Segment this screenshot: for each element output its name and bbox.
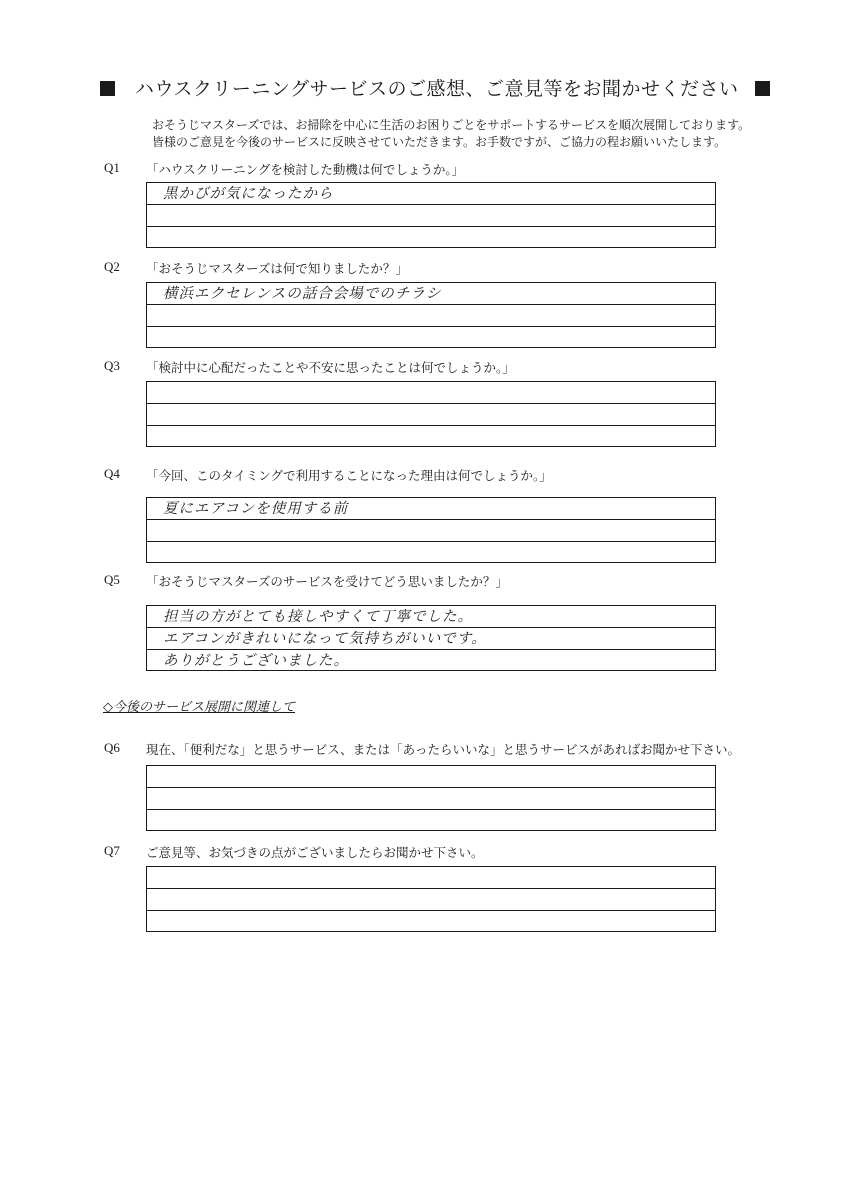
answer-box[interactable] [146,765,716,831]
answer-line [147,810,715,832]
square-bullet-icon [755,81,770,96]
answer-line [147,382,715,404]
question-text: 「おそうじマスターズのサービスを受けてどう思いましたか？」 [146,574,508,589]
question-text: 「今回、このタイミングで利用することになった理由は何でしょうか。」 [146,468,552,483]
answer-box[interactable] [146,182,716,248]
answer-line: 黒かびが気になったから [147,183,715,205]
answer-line [147,911,715,933]
question-text: 「検討中に心配だったことや不安に思ったことは何でしょうか。」 [146,360,515,375]
question-number: Q4 [104,466,120,481]
answer-box[interactable] [146,282,716,348]
answer-line [147,205,715,227]
page-title-text: ハウスクリーニングサービスのご感想、ご意見等をお聞かせください [135,78,739,100]
question-number: Q5 [104,572,120,587]
answer-line [147,327,715,349]
answer-line: 夏にエアコンを使用する前 [147,498,715,520]
answer-line [147,404,715,426]
question-number: Q1 [104,160,120,175]
question-number: Q3 [104,358,120,373]
answer-line: 担当の方がとても接しやすくて丁寧でした。 [147,606,715,628]
answer-box[interactable] [146,605,716,671]
question-number: Q2 [104,259,120,274]
answer-line [147,542,715,564]
intro-line-2: 皆様のご意見を今後のサービスに反映させていただきます。お手数ですが、ご協力の程お願いいたします。 [152,135,727,149]
question-number: Q6 [104,740,120,755]
answer-line: ありがとうございました。 [163,653,349,669]
answer-box[interactable] [146,866,716,932]
answer-line [147,766,715,788]
answer-line [147,520,715,542]
question-number: Q7 [104,843,120,858]
question-text: 現在、「便利だな」と思うサービス、または「あったらいいな」と思うサービスがあればお聞かせ下さい。 [146,742,741,757]
answer-line [147,788,715,810]
answer-box[interactable] [146,497,716,563]
question-text: ご意見等、お気づきの点がございましたらお聞かせ下さい。 [146,845,484,860]
answer-line [147,426,715,448]
question-text: 「おそうじマスターズは何で知りましたか？」 [146,261,408,276]
question-text: 「ハウスクリーニングを検討した動機は何でしょうか。」 [146,162,465,177]
intro-text [152,117,750,151]
page-title [100,74,790,101]
answer-line: エアコンがきれいになって気持ちがいいです。 [147,628,715,650]
square-bullet-icon [100,81,115,96]
answer-line: 横浜エクセレンスの話合会場でのチラシ [147,283,715,305]
answer-line [147,867,715,889]
section-heading: ◇今後のサービス展開に関連して [103,700,295,715]
answer-line [147,227,715,249]
answer-line [147,889,715,911]
answer-box[interactable] [146,381,716,447]
intro-line-1: おそうじマスターズでは、お掃除を中心に生活のお困りごとをサポートするサービスを順次展開しております。 [152,118,751,132]
answer-line [147,305,715,327]
